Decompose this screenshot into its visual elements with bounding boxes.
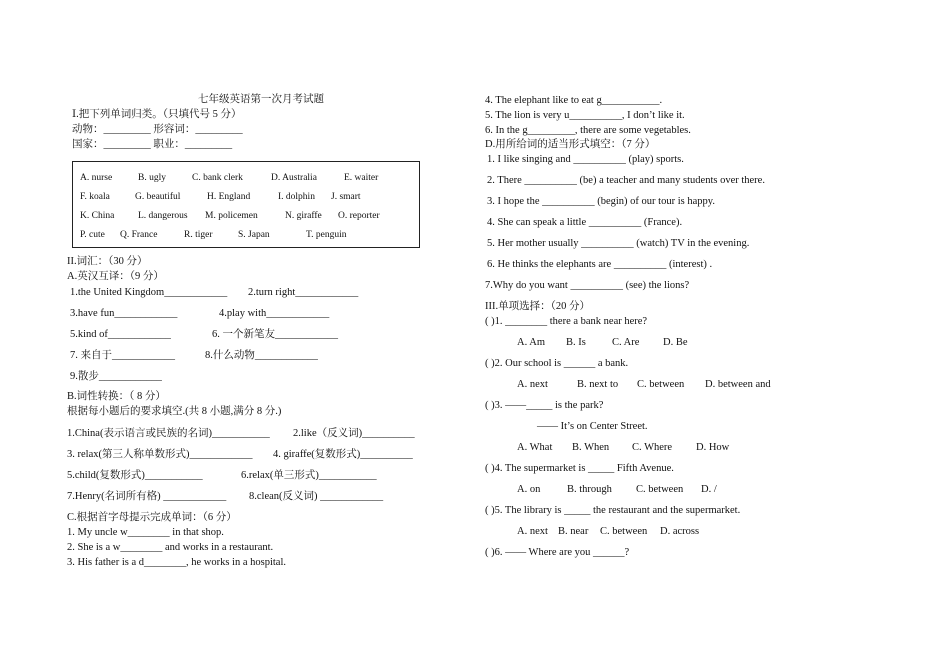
- section-2c-heading: C.根据首字母提示完成单词：（6 分）: [67, 512, 237, 523]
- choice-option: C. between: [600, 526, 648, 537]
- initial-letter-item: 3. His father is a d________, he works in a hospital.: [67, 557, 287, 568]
- choice-option: B. When: [572, 442, 610, 453]
- choice-option: D. across: [660, 526, 700, 537]
- translation-item: 1.the United Kingdom____________: [70, 287, 228, 298]
- section-1-heading: Ⅰ.把下列单词归类。（只填代号 5 分）: [72, 109, 242, 120]
- word-form-item: 1.China(表示语言或民族的名词)___________: [67, 428, 270, 439]
- translation-item: 6. 一个新笔友____________: [212, 329, 338, 340]
- word-option: H. England: [207, 192, 251, 202]
- verb-form-item: 2. There __________ (be) a teacher and many students over there.: [487, 175, 765, 186]
- choice-option: A. What: [517, 442, 553, 453]
- section-2-heading: II.词汇：（30 分）: [67, 256, 148, 267]
- choice-question: ( )6. —— Where are you ______?: [485, 547, 630, 558]
- page-title: 七年级英语第一次月考试题: [198, 94, 324, 105]
- word-form-item: 8.clean(反义词) ____________: [249, 491, 384, 502]
- choice-answer-line: —— It’s on Center Street.: [537, 421, 648, 432]
- initial-letter-item: 5. The lion is very u__________, I don’t like it.: [485, 110, 685, 121]
- word-option: E. waiter: [344, 173, 379, 183]
- translation-item: 9.散步____________: [70, 371, 162, 382]
- translation-item: 8.什么动物____________: [205, 350, 318, 361]
- initial-letter-item: 6. In the g_________, there are some vegetables.: [485, 125, 691, 136]
- word-option: D. Australia: [271, 173, 317, 183]
- word-option: S. Japan: [238, 230, 270, 240]
- word-form-item: 4. giraffe(复数形式)__________: [273, 449, 413, 460]
- word-option: P. cute: [80, 230, 105, 240]
- choice-question: ( )4. The supermarket is _____ Fifth Avenue.: [485, 463, 674, 474]
- section-2b-description: 根据每小题后的要求填空.(共 8 小题,满分 8 分.): [67, 406, 282, 417]
- word-option: N. giraffe: [285, 211, 322, 221]
- word-option: I. dolphin: [278, 192, 315, 202]
- choice-question: ( )5. The library is _____ the restaurant and the supermarket.: [485, 505, 741, 516]
- choice-option: D. Be: [663, 337, 688, 348]
- choice-option: A. next: [517, 526, 548, 537]
- choice-option: C. Are: [612, 337, 640, 348]
- word-option: M. policemen: [205, 211, 258, 221]
- choice-option: A. on: [517, 484, 541, 495]
- translation-item: 3.have fun____________: [70, 308, 178, 319]
- word-form-item: 7.Henry(名词所有格) ____________: [67, 491, 227, 502]
- initial-letter-item: 2. She is a w________ and works in a restaurant.: [67, 542, 274, 553]
- choice-question: ( )3. ——_____ is the park?: [485, 400, 604, 411]
- word-form-item: 5.child(复数形式)___________: [67, 470, 203, 481]
- choice-option: D. /: [701, 484, 717, 495]
- choice-option: C. Where: [632, 442, 673, 453]
- initial-letter-item: 4. The elephant like to eat g___________.: [485, 95, 663, 106]
- word-form-item: 6.relax(单三形式)___________: [241, 470, 377, 481]
- choice-option: B. next to: [577, 379, 619, 390]
- verb-form-item: 5. Her mother usually __________ (watch) TV in the evening.: [487, 238, 750, 249]
- section-1-category-row: 国家：_________ 职业：_________: [72, 139, 233, 150]
- word-option: F. koala: [80, 192, 110, 202]
- word-option: J. smart: [331, 192, 361, 202]
- choice-option: B. near: [558, 526, 589, 537]
- section-3-heading: III.单项选择：（20 分）: [485, 301, 590, 312]
- choice-option: B. Is: [566, 337, 586, 348]
- translation-item: 2.turn right____________: [248, 287, 359, 298]
- word-option: Q. France: [120, 230, 158, 240]
- section-2a-heading: A.英汉互译：（9 分）: [67, 271, 164, 282]
- word-option: O. reporter: [338, 211, 380, 221]
- choice-option: A. next: [517, 379, 548, 390]
- verb-form-item: 3. I hope the __________ (begin) of our tour is happy.: [487, 196, 715, 207]
- choice-option: B. through: [567, 484, 612, 495]
- section-2d-heading: D.用所给词的适当形式填空：（7 分）: [485, 139, 656, 150]
- word-option: L. dangerous: [138, 211, 188, 221]
- initial-letter-item: 1. My uncle w________ in that shop.: [67, 527, 224, 538]
- word-option: R. tiger: [184, 230, 213, 240]
- translation-item: 4.play with____________: [219, 308, 330, 319]
- word-option: C. bank clerk: [192, 173, 243, 183]
- translation-item: 5.kind of____________: [70, 329, 171, 340]
- word-option: K. China: [80, 211, 115, 221]
- word-form-item: 3. relax(第三人称单数形式)____________: [67, 449, 253, 460]
- section-2b-heading: B.词性转换：（ 8 分）: [67, 391, 166, 402]
- choice-option: D. between and: [705, 379, 771, 390]
- choice-option: C. between: [637, 379, 685, 390]
- choice-option: D. How: [696, 442, 730, 453]
- word-option: A. nurse: [80, 173, 113, 183]
- section-1-category-row: 动物：_________ 形容词：_________: [72, 124, 243, 135]
- verb-form-item: 1. I like singing and __________ (play) sports.: [487, 154, 684, 165]
- word-form-item: 2.like（反义词)__________: [293, 428, 415, 439]
- choice-question: ( )1. ________ there a bank near here?: [485, 316, 648, 327]
- word-option: G. beautiful: [135, 192, 181, 202]
- verb-form-item: 7.Why do you want __________ (see) the lions?: [485, 280, 690, 291]
- word-option: B. ugly: [138, 173, 166, 183]
- choice-question: ( )2. Our school is ______ a bank.: [485, 358, 629, 369]
- choice-option: C. between: [636, 484, 684, 495]
- translation-item: 7. 来自于____________: [70, 350, 175, 361]
- word-option: T. penguin: [306, 230, 347, 240]
- choice-option: A. Am: [517, 337, 546, 348]
- verb-form-item: 4. She can speak a little __________ (France).: [487, 217, 683, 228]
- verb-form-item: 6. He thinks the elephants are __________ (interest) .: [487, 259, 713, 270]
